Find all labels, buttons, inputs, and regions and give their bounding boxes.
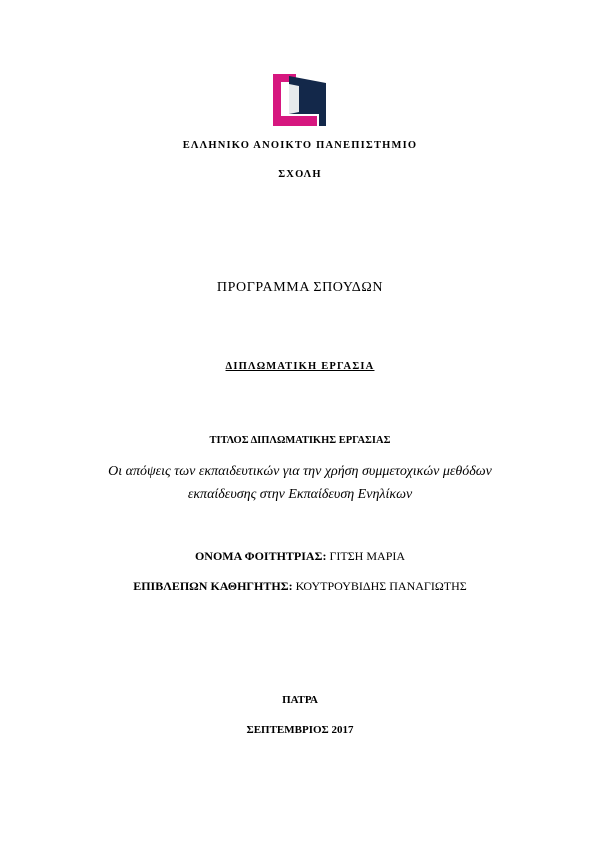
city: ΠΑΤΡΑ (282, 694, 318, 706)
school-name: ΣΧΟΛΗ (278, 169, 322, 180)
thesis-title-line-2: εκπαίδευσης στην Εκπαίδευση Ενηλίκων (187, 487, 413, 502)
university-logo (271, 72, 327, 128)
supervisor-name: ΚΟΥΤΡΟΥΒΙΔΗΣ ΠΑΝΑΓΙΩΤΗΣ (295, 579, 467, 593)
thesis-type: ΔΙΠΛΩΜΑΤΙΚΗ ΕΡΓΑΣΙΑ (225, 361, 375, 372)
student-label: ΟΝΟΜΑ ΦΟΙΤΗΤΡΙΑΣ: (194, 549, 327, 563)
student-row (0, 550, 600, 562)
university-name: ΕΛΛΗΝΙΚΟ ΑΝΟΙΚΤΟ ΠΑΝΕΠΙΣΤΗΜΙΟ (182, 140, 418, 151)
logo-white-fold (289, 84, 299, 114)
thesis-title-heading: ΤΙΤΛΟΣ ΔΙΠΛΩΜΑΤΙΚΗΣ ΕΡΓΑΣΙΑΣ (209, 435, 391, 446)
supervisor-label: ΕΠΙΒΛΕΠΩΝ ΚΑΘΗΓΗΤΗΣ: (133, 579, 293, 593)
thesis-title-line-1: Οι απόψεις των εκπαιδευτικών για την χρήση συμμετοχικών μεθόδων (108, 464, 492, 479)
study-program: ΠΡΟΓΡΑΜΜΑ ΣΠΟΥΔΩΝ (216, 280, 384, 295)
submission-date: ΣΕΠΤΕΜΒΡΙΟΣ 2017 (246, 724, 354, 736)
student-name: ΓΙΤΣΗ ΜΑΡΙΑ (329, 549, 406, 563)
supervisor-row (0, 580, 600, 592)
